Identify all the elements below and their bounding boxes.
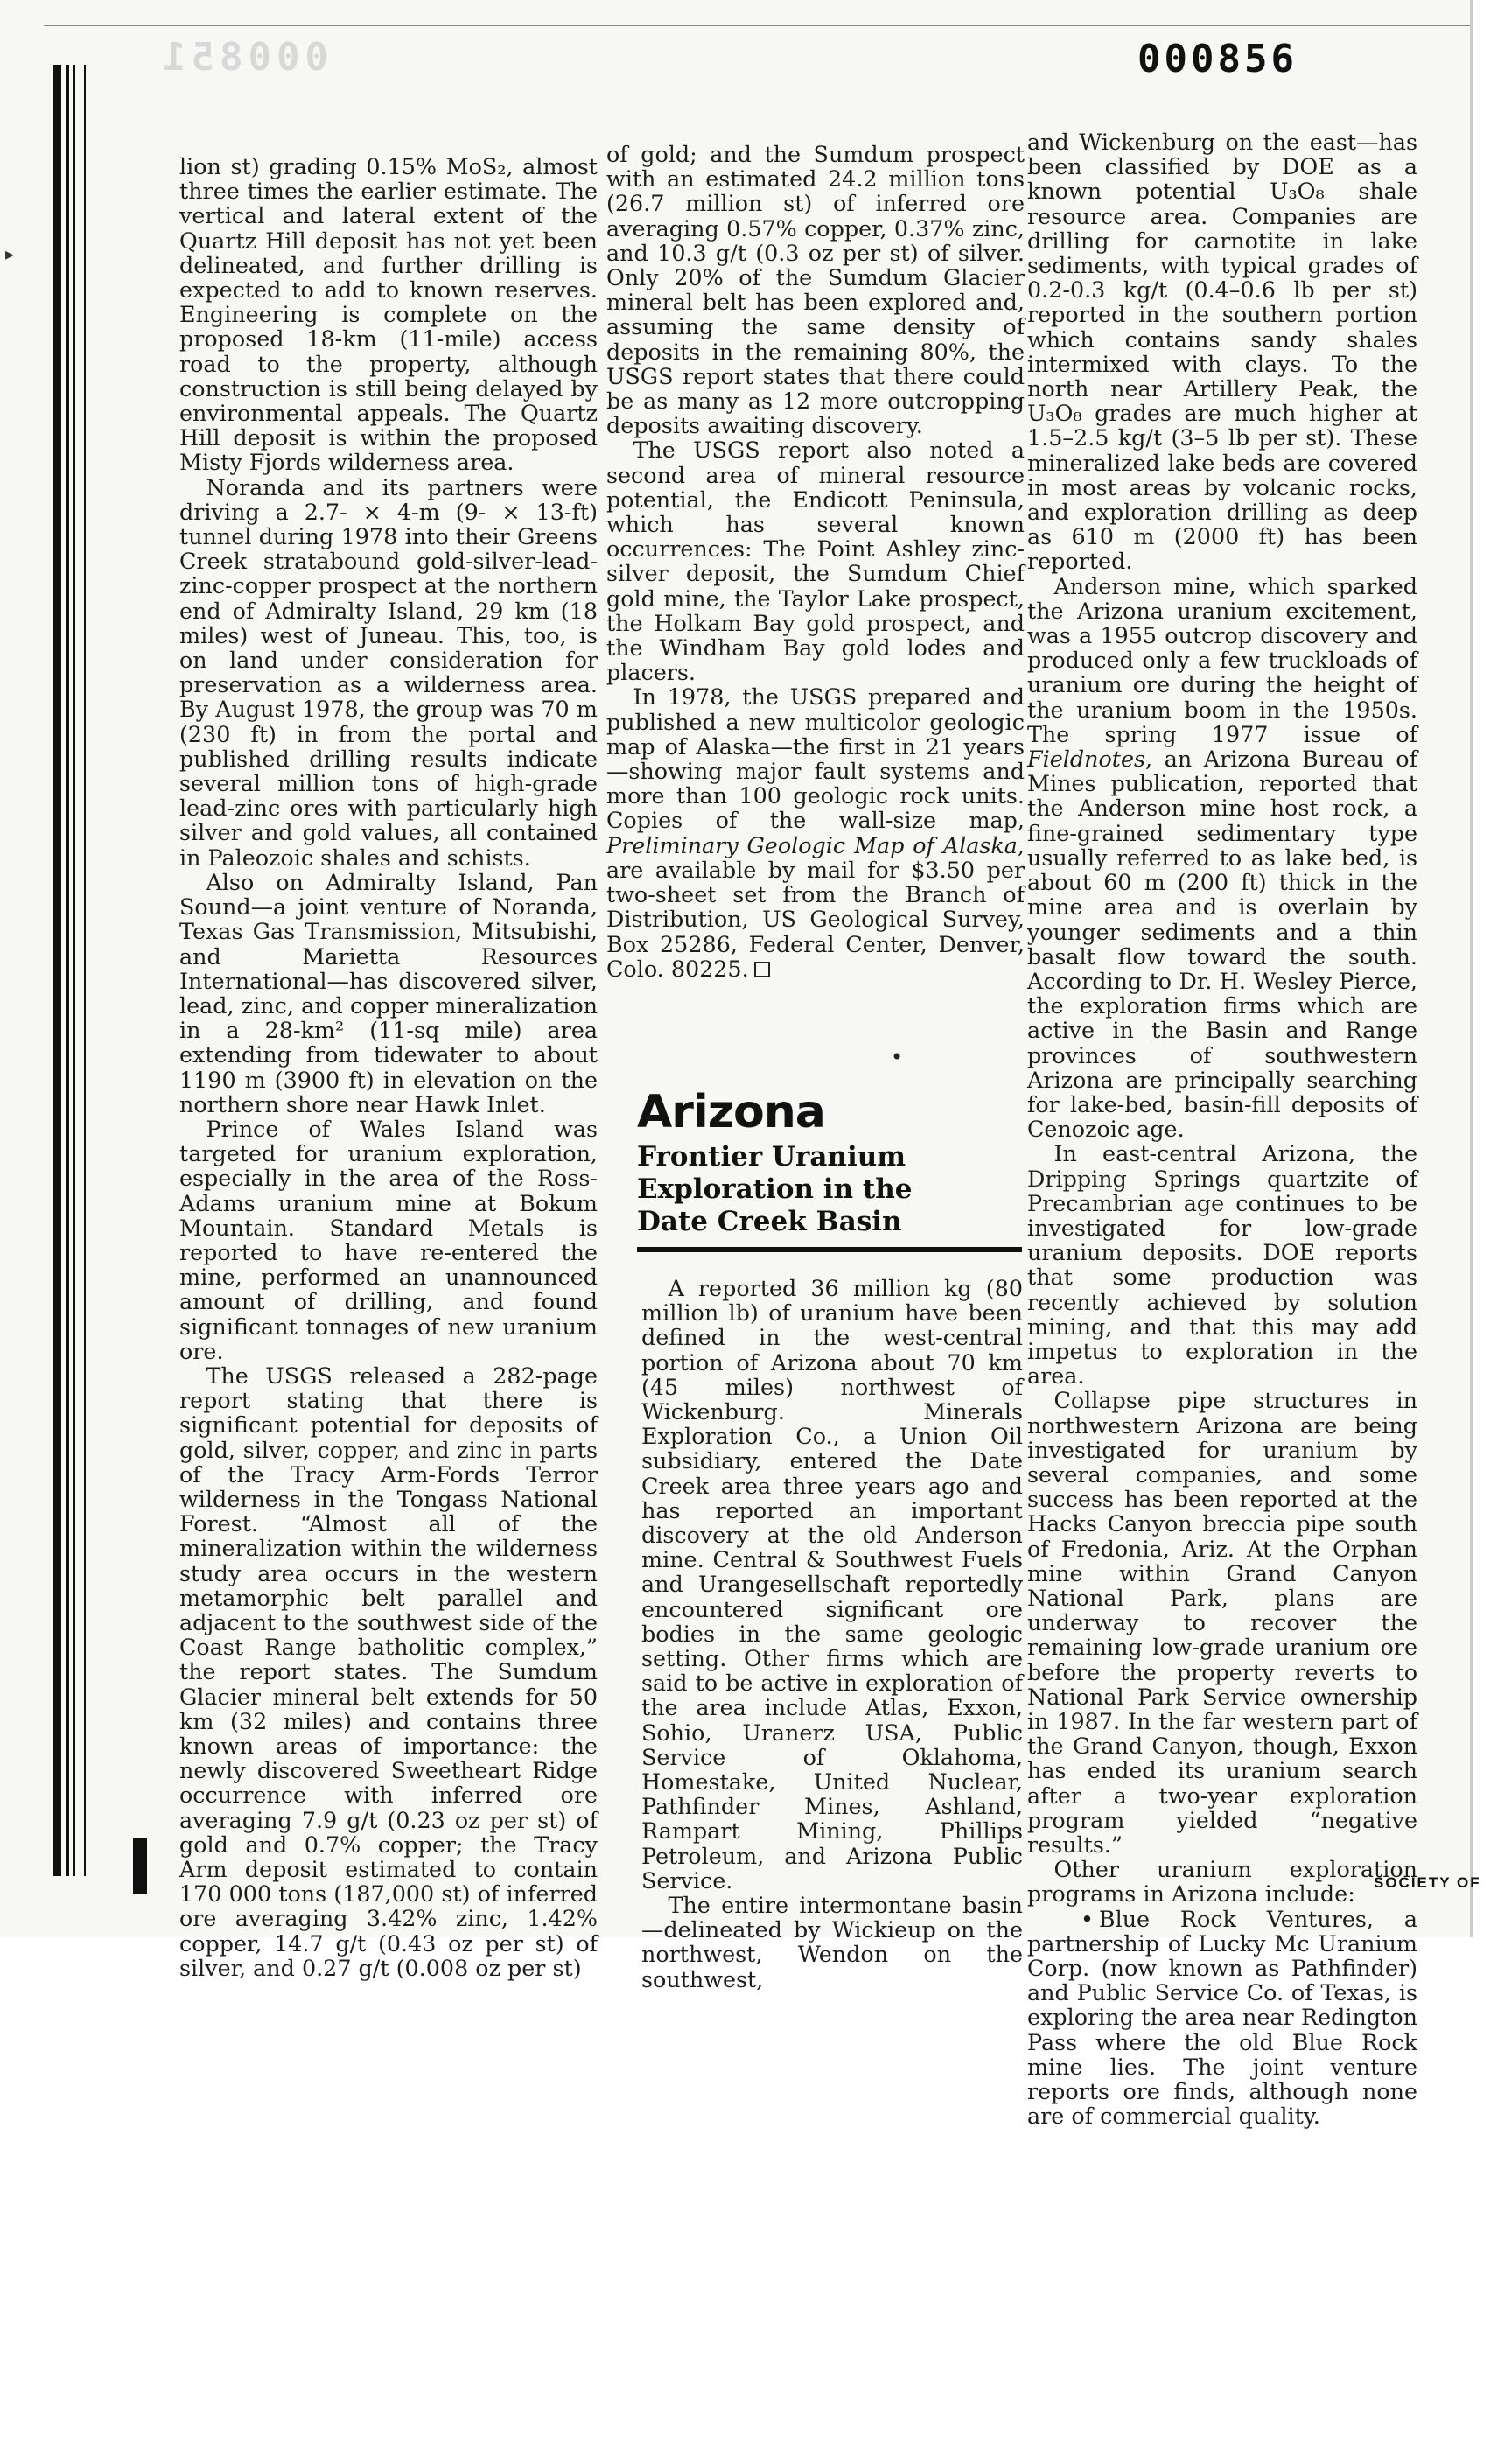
subtitle-line: Exploration in the	[637, 1173, 913, 1205]
section-header	[637, 1087, 1022, 1252]
paragraph	[606, 684, 1025, 980]
bullet-text: Blue Rock Ventures, a partnership of Lucky Mc Uranium Corp. (now known as Pathfinder) and Public Service Co. of Texas, is exploring the area near Redington Pass where the old Blue Rock mine lies. The joint venture reports ore finds, although none are of commercial quality.	[1027, 1905, 1418, 2130]
ornament-dot: •	[891, 1045, 904, 1069]
map-title: Preliminary Geologic Map of Alaska	[606, 831, 1018, 858]
paragraph-text: , an Arizona Bureau of Mines publication, reported that the Anderson mine host rock, a fine-grained sedimentary type usually referred to as lake bed, is about 60 m (200 ft) thick in the mine area and is overlain by younger sediments and a thin basalt flow toward the south. According to Dr. H. Wesley Pierce, the exploration firms which are active in the Basin and Range provinces of southwestern Arizona are principally searching for lake-bed, basin-fill deposits of Cenozoic age.	[1027, 746, 1418, 1143]
paragraph-text: Anderson mine, which sparked the Arizona uranium excitement, was a 1955 outcrop discovery and produced only a few truckloads of uranium ore during the height of the uranium boom in the 1950s. The spring 1977 issue of	[1027, 572, 1418, 747]
section-title: Arizona	[637, 1086, 825, 1138]
running-footer: SOCIETY OF	[1374, 1874, 1481, 1891]
bullet-symbol: •	[1080, 1905, 1094, 1932]
binding-tab	[133, 1838, 147, 1894]
paragraph-text: , are available by mail for $3.50 per two-sheet set from the Branch of Distribution, US Geological Survey, Box 25286, Federal Center, Denver, Colo. 80225.	[606, 831, 1025, 982]
paragraph: Noranda and its partners were driving a 2.7- × 4-m (9- × 13-ft) tunnel during 1978 into their Greens Creek stratabound gold-silver-lead-zinc-copper prospect at the northern end of Admiralty Island, 29 km (18 miles) west of Juneau. This, too, is on land under consideration for preservation as a wilderness area. By August 1978, the group was 70 m (230 ft) in from the portal and published drilling results indicate several million tons of high-grade lead-zinc ores with particularly high silver and gold values, all contained in Paleozoic shales and schists.	[179, 473, 598, 871]
paragraph: The entire intermontane basin—delineated by Wickieup on the northwest, Wendon on the southwest,	[641, 1892, 1023, 1992]
bullet-item	[1027, 1907, 1418, 2129]
binding-line	[66, 65, 69, 1876]
margin-mark: ▸	[5, 243, 15, 264]
text-column-2-arizona	[641, 1276, 1023, 1992]
scan-right-edge	[1470, 0, 1473, 1937]
text-column-3	[1027, 130, 1418, 2128]
paragraph: of gold; and the Sumdum prospect with an estimated 24.2 million tons (26.7 million st) of inferred ore averaging 0.57% copper, 0.37% zinc, and 10.3 g/t (0.3 oz per st) of silver. Only 20% of the Sumdum Glacier mineral belt has been explored and, assuming the same density of deposits in the remaining 80%, the USGS report states that there could be as many as 12 more outcropping deposits awaiting discovery.	[606, 141, 1025, 439]
faded-stamp-number: 000851	[158, 35, 328, 80]
paragraph: The USGS released a 282-page report stating that there is significant potential for deposits of gold, silver, copper, and zinc in parts of the Tracy Arm-Fords Terror wilderness in the Tongass National Forest. “Almost all of the mineralization within the wilderness study area occurs in the western metamorphic belt parallel and adjacent to the southwest side of the Coast Range batholitic complex,” the report states. The Sumdum Glacier mineral belt extends for 50 km (32 miles) and contains three known areas of importance: the newly discovered Sweetheart Ridge occurrence with inferred ore averaging 7.9 g/t (0.23 oz per st) of gold and 0.7% copper; the Tracy Arm deposit estimated to contain 170 000 tons (187,000 st) of inferred ore averaging 3.42% zinc, 1.42% copper, 14.7 g/t (0.43 oz per st) of silver, and 0.27 g/t (0.008 oz per st)	[179, 1362, 598, 1981]
publication-title: Fieldnotes	[1027, 746, 1146, 773]
section-subtitle	[637, 1141, 1022, 1238]
document-number: 000856	[1138, 37, 1298, 81]
binding-bar	[52, 65, 61, 1876]
text-column-2	[606, 142, 1025, 981]
scan-top-edge	[44, 24, 1470, 26]
subtitle-line: Date Creek Basin	[637, 1206, 902, 1237]
paragraph	[1027, 574, 1418, 1142]
paragraph: A reported 36 million kg (80 million lb) of uranium have been defined in the west-central portion of Arizona about 70 km (45 miles) northwest of Wickenburg. Minerals Exploration Co., a Union Oil subsidiary, entered the Date Creek area three years ago and has reported an important discovery at the old Anderson mine. Central & Southwest Fuels and Urangesellschaft reportedly encountered significant ore bodies in the same geologic setting. Other firms which are said to be active in exploration of the area include Atlas, Exxon, Sohio, Uranerz USA, Public Service of Oklahoma, Homestake, United Nuclear, Pathfinder Mines, Ashland, Rampart Mining, Phillips Petroleum, and Arizona Public Service.	[641, 1275, 1023, 1894]
paragraph: In east-central Arizona, the Dripping Springs quartzite of Precambrian age continues to be investigated for low-grade uranium deposits. DOE reports that some production was recently achieved by solution mining, and that this may add impetus to exploration in the area.	[1027, 1140, 1418, 1390]
paragraph-text: In 1978, the USGS prepared and published a new multicolor geologic map of Alaska—the first in 21 years—showing major fault systems and more than 100 geologic rock units. Copies of the wall-size map,	[606, 683, 1025, 834]
paragraph: Also on Admiralty Island, Pan Sound—a joint venture of Noranda, Texas Gas Transmission, Mitsubishi, and Marietta Resources International—has discovered silver, lead, zinc, and copper mineralization in a 28-km² (11-sq mile) area extending from tidewater to about 1190 m (3900 ft) in elevation on the northern shore near Hawk Inlet.	[179, 868, 598, 1117]
paragraph: and Wickenburg on the east—has been classified by DOE as a known potential U₃O₈ shale resource area. Companies are drilling for carnotite in lake sediments, with typical grades of 0.2-0.3 kg/t (0.4–0.6 lb per st) reported in the southern portion which contains sandy shales intermixed with clays. To the north near Artillery Peak, the U₃O₈ grades are much higher at 1.5–2.5 kg/t (3–5 lb per st). These mineralized lake beds are covered in most areas by volcanic rocks, and exploration drilling as deep as 610 m (2000 ft) has been reported.	[1027, 129, 1418, 575]
heading-rule	[637, 1247, 1022, 1252]
subtitle-line: Frontier Uranium	[637, 1141, 906, 1172]
paragraph: The USGS report also noted a second area of mineral resource potential, the Endicott Peninsula, which has several known occurrences: The Point Ashley zinc-silver deposit, the Sumdum Chief gold mine, the Taylor Lake prospect, the Holkam Bay gold prospect, and the Windham Bay gold lodes and placers.	[606, 437, 1025, 686]
end-of-article-mark	[754, 962, 770, 977]
paragraph: lion st) grading 0.15% MoS₂, almost three times the earlier estimate. The vertical and lateral extent of the Quartz Hill deposit has not yet been delineated, and further drilling is expected to add to known reserves. Engineering is complete on the proposed 18-km (11-mile) access road to the property, although construction is still being delayed by environmental appeals. The Quartz Hill deposit is within the proposed Misty Fjords wilderness area.	[179, 153, 598, 476]
paragraph: Collapse pipe structures in northwestern Arizona are being investigated for uranium by several companies, and some success has been reported at the Hacks Canyon breccia pipe south of Fredonia, Ariz. At the Orphan mine within Grand Canyon National Park, plans are underway to recover the remaining low-grade uranium ore before the property reverts to National Park Service ownership in 1987. In the far western part of the Grand Canyon, though, Exxon has ended its uranium search after a two-year exploration program yielded “negative results.”	[1027, 1387, 1418, 1858]
binding-line	[84, 65, 86, 1876]
paragraph: Prince of Wales Island was targeted for uranium exploration, especially in the area of the Ross-Adams uranium mine at Bokum Mountain. Standard Metals is reported to have re-entered the mine, performed an unannounced amount of drilling, and found significant tonnages of new uranium ore.	[179, 1115, 598, 1364]
binding-line	[74, 65, 75, 1876]
text-column-1	[179, 154, 598, 1980]
paragraph: Other uranium exploration programs in Arizona include:	[1027, 1856, 1418, 1908]
